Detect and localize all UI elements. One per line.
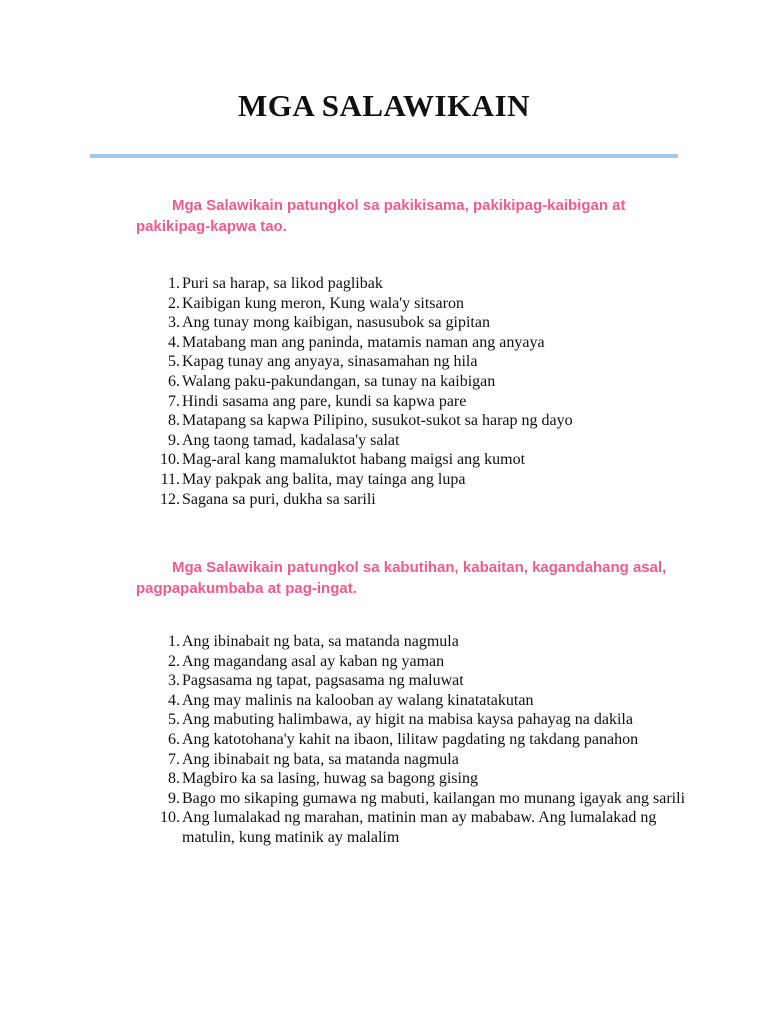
list-item-text: Ang lumalakad ng marahan, matinin man ay mababaw. Ang lumalakad ng matulin, kung matinik ay malalim <box>182 809 657 846</box>
list-item-number: 9. <box>168 789 180 807</box>
list-item-number: 6. <box>168 372 180 390</box>
list-item-number: 7. <box>168 392 180 410</box>
list-item-number: 5. <box>168 353 180 371</box>
list-item-number: 10. <box>160 809 180 827</box>
list-item <box>150 769 690 789</box>
list-item-text: Ang tunay mong kaibigan, nasusubok sa gipitan <box>182 314 490 332</box>
list-item-text: Kaibigan kung meron, Kung wala'y sitsaron <box>182 294 464 312</box>
page-title: MGA SALAWIKAIN <box>237 88 531 123</box>
list-item <box>150 372 690 392</box>
list-item-number: 12. <box>160 490 180 508</box>
list-item-text: Ang may malinis na kalooban ay walang kinatatakutan <box>182 691 534 709</box>
section-2-proverb-list <box>150 632 690 848</box>
list-item-text: Matapang sa kapwa Pilipino, susukot-sukot sa harap ng dayo <box>182 412 573 430</box>
list-item-text: Hindi sasama ang pare, kundi sa kapwa pare <box>182 392 467 410</box>
list-item <box>150 490 690 510</box>
list-item <box>150 671 690 691</box>
list-item <box>150 274 690 294</box>
list-item <box>150 710 690 730</box>
list-item-number: 3. <box>168 314 180 332</box>
list-item <box>150 470 690 490</box>
list-item <box>150 431 690 451</box>
list-item-text: Ang ibinabait ng bata, sa matanda nagmula <box>182 633 459 650</box>
section-1-proverb-list <box>150 274 690 509</box>
list-item-text: May pakpak ang balita, may tainga ang lupa <box>182 470 466 488</box>
list-item <box>150 652 690 672</box>
list-item-text: Ang taong tamad, kadalasa'y salat <box>182 431 400 449</box>
list-item <box>150 392 690 412</box>
list-item-text: Sagana sa puri, dukha sa sarili <box>182 490 376 508</box>
list-item <box>150 691 690 711</box>
list-item <box>150 808 690 847</box>
list-item-text: Mag-aral kang mamaluktot habang maigsi ang kumot <box>182 451 526 469</box>
list-item <box>150 333 690 353</box>
list-item-number: 10. <box>160 451 180 469</box>
list-item-text: Puri sa harap, sa likod paglibak <box>182 275 383 292</box>
list-item-number: 3. <box>168 672 180 690</box>
list-item <box>150 313 690 333</box>
list-item-number: 4. <box>168 691 180 709</box>
list-item-number: 11. <box>160 470 180 488</box>
list-item-number: 2. <box>168 652 180 670</box>
list-item-number: 5. <box>168 711 180 729</box>
list-item <box>150 294 690 314</box>
list-item-number: 1. <box>168 633 180 650</box>
list-item-number: 8. <box>168 770 180 788</box>
list-item-text: Kapag tunay ang anyaya, sinasamahan ng hila <box>182 353 478 371</box>
list-item-number: 4. <box>168 333 180 351</box>
list-item-text: Bago mo sikaping gumawa ng mabuti, kailangan mo munang igayak ang sarili <box>182 789 686 807</box>
list-item <box>150 352 690 372</box>
list-item <box>150 789 690 809</box>
title-divider <box>90 154 678 158</box>
list-item-text: Ang mabuting halimbawa, ay higit na mabisa kaysa pahayag na dakila <box>182 711 633 729</box>
list-item-number: 7. <box>168 750 180 768</box>
list-item-number: 1. <box>168 275 180 292</box>
list-item <box>150 750 690 770</box>
list-item <box>150 730 690 750</box>
section-1-intro: Mga Salawikain patungkol sa pakikisama, pakikipag-kaibigan at pakikipag-kapwa tao. <box>136 197 626 235</box>
list-item-number: 8. <box>168 412 180 430</box>
list-item-number: 9. <box>168 431 180 449</box>
list-item <box>150 411 690 431</box>
list-item <box>150 450 690 470</box>
list-item-text: Ang ibinabait ng bata, sa matanda nagmula <box>182 750 459 768</box>
list-item-text: Pagsasama ng tapat, pagsasama ng maluwat <box>182 672 464 690</box>
section-2-intro: Mga Salawikain patungkol sa kabutihan, kabaitan, kagandahang asal, pagpapakumbaba at pag-ingat. <box>136 559 667 597</box>
list-item-text: Ang magandang asal ay kaban ng yaman <box>182 652 445 670</box>
list-item-text: Ang katotohana'y kahit na ibaon, lilitaw pagdating ng takdang panahon <box>182 730 639 748</box>
list-item-text: Walang paku-pakundangan, sa tunay na kaibigan <box>182 372 496 390</box>
list-item-number: 6. <box>168 730 180 748</box>
list-item-text: Matabang man ang paninda, matamis naman ang anyaya <box>182 333 545 351</box>
list-item <box>150 632 690 652</box>
list-item-text: Magbiro ka sa lasing, huwag sa bagong gising <box>182 770 478 788</box>
list-item-number: 2. <box>168 294 180 312</box>
